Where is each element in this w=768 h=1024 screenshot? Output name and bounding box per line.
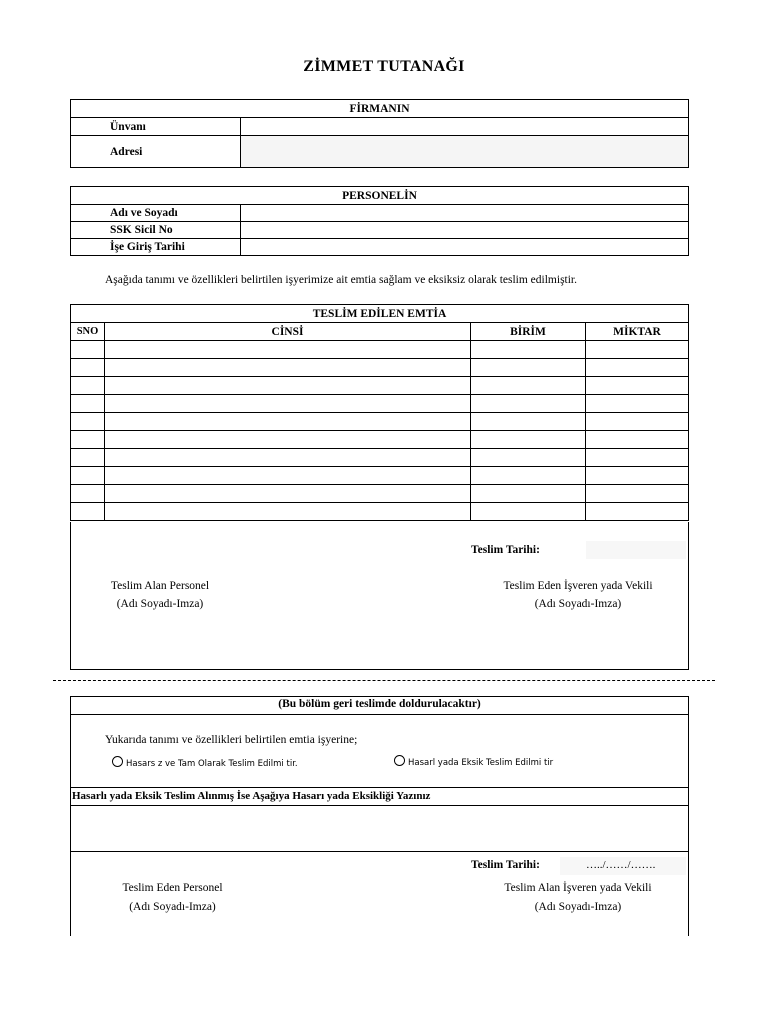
cut-line: [53, 680, 715, 681]
cell-birim[interactable]: [471, 503, 586, 521]
cell-birim[interactable]: [471, 467, 586, 485]
personel-ssk-label: SSK Sicil No: [71, 222, 241, 239]
document-title: ZİMMET TUTANAĞI: [303, 58, 465, 75]
personel-ssk-field[interactable]: [241, 222, 689, 239]
table-row: [71, 503, 689, 521]
personel-name-label: Adı ve Soyadı: [71, 205, 241, 222]
emtia-section: [70, 304, 689, 521]
personel-header: PERSONELİN: [71, 187, 689, 205]
cell-cinsi[interactable]: [105, 431, 471, 449]
cell-cinsi[interactable]: [105, 413, 471, 431]
cell-cinsi[interactable]: [105, 395, 471, 413]
cell-sno[interactable]: [71, 413, 105, 431]
option-undamaged[interactable]: [112, 756, 298, 769]
cell-sno[interactable]: [71, 503, 105, 521]
cell-miktar[interactable]: [586, 395, 689, 413]
option-damaged[interactable]: [394, 755, 553, 768]
table-row: [71, 413, 689, 431]
damage-bottom-divider: [70, 851, 689, 852]
cell-birim[interactable]: [471, 359, 586, 377]
table-row: [71, 467, 689, 485]
cell-miktar[interactable]: [586, 431, 689, 449]
return-header-divider: [70, 714, 689, 715]
return-teslim-eden-sub: (Adı Soyadı-Imza): [129, 901, 216, 913]
table-row: [71, 485, 689, 503]
cell-cinsi[interactable]: [105, 359, 471, 377]
radio-icon[interactable]: [394, 755, 405, 766]
cell-birim[interactable]: [471, 449, 586, 467]
personel-table: [70, 186, 689, 256]
return-header: (Bu bölüm geri teslimde doldurulacaktır): [278, 698, 481, 710]
cell-sno[interactable]: [71, 377, 105, 395]
table-row: [71, 377, 689, 395]
personel-section: [70, 186, 689, 256]
cell-sno[interactable]: [71, 449, 105, 467]
cell-sno[interactable]: [71, 395, 105, 413]
damage-label: Hasarlı yada Eksik Teslim Alınmış İse Aşağıya Hasarı yada Eksikliği Yazınız: [72, 790, 431, 802]
cell-birim[interactable]: [471, 341, 586, 359]
cell-cinsi[interactable]: [105, 485, 471, 503]
cell-sno[interactable]: [71, 359, 105, 377]
radio-icon[interactable]: [112, 756, 123, 767]
table-row: [71, 359, 689, 377]
cell-birim[interactable]: [471, 431, 586, 449]
teslim-date-label: Teslim Tarihi:: [471, 544, 540, 556]
teslim-eden-label: Teslim Eden İşveren yada Vekili: [503, 580, 653, 592]
firma-header: FİRMANIN: [71, 100, 689, 118]
table-row: [71, 341, 689, 359]
cell-miktar[interactable]: [586, 467, 689, 485]
cell-birim[interactable]: [471, 413, 586, 431]
firma-section: [70, 99, 689, 168]
return-date-label: Teslim Tarihi:: [471, 859, 540, 871]
column-header-cinsi: CİNSİ: [105, 323, 471, 341]
option-undamaged-label: Hasars z ve Tam Olarak Teslim Edilmi tir.: [126, 759, 298, 769]
column-header-sno: SNO: [71, 323, 105, 341]
cell-cinsi[interactable]: [105, 467, 471, 485]
teslim-date-field[interactable]: [586, 541, 686, 559]
table-row: [71, 449, 689, 467]
cell-sno[interactable]: [71, 341, 105, 359]
table-row: [71, 431, 689, 449]
return-teslim-alan-sub: (Adı Soyadı-Imza): [534, 901, 622, 913]
cell-sno[interactable]: [71, 431, 105, 449]
personel-name-field[interactable]: [241, 205, 689, 222]
emtia-table: [70, 304, 689, 521]
firma-unvan-field[interactable]: [241, 118, 689, 136]
teslim-eden-sub: (Adı Soyadı-Imza): [534, 598, 622, 610]
firma-adres-label: Adresi: [71, 136, 241, 168]
cell-birim[interactable]: [471, 485, 586, 503]
return-date-value: …../……/…….: [586, 859, 656, 871]
emtia-header: TESLİM EDİLEN EMTİA: [71, 305, 689, 323]
cell-miktar[interactable]: [586, 503, 689, 521]
column-header-miktar: MİKTAR: [586, 323, 689, 341]
firma-adres-field[interactable]: [241, 136, 689, 168]
cell-miktar[interactable]: [586, 413, 689, 431]
cell-miktar[interactable]: [586, 485, 689, 503]
cell-cinsi[interactable]: [105, 377, 471, 395]
return-teslim-eden-label: Teslim Eden Personel: [122, 882, 223, 894]
cell-cinsi[interactable]: [105, 503, 471, 521]
cell-miktar[interactable]: [586, 341, 689, 359]
table-row: [71, 395, 689, 413]
firma-table: [70, 99, 689, 168]
personel-date-field[interactable]: [241, 239, 689, 256]
teslim-alan-sub: (Adı Soyadı-Imza): [116, 598, 204, 610]
cell-miktar[interactable]: [586, 359, 689, 377]
cell-sno[interactable]: [71, 485, 105, 503]
cell-miktar[interactable]: [586, 377, 689, 395]
cell-sno[interactable]: [71, 467, 105, 485]
column-header-birim: BİRİM: [471, 323, 586, 341]
cell-birim[interactable]: [471, 377, 586, 395]
damage-description-field[interactable]: [71, 806, 688, 850]
damage-top-divider: [70, 787, 689, 788]
return-sentence: Yukarıda tanımı ve özellikleri belirtilen emtia işyerine;: [105, 734, 358, 746]
intro-sentence: Aşağıda tanımı ve özellikleri belirtilen işyerimize ait emtia sağlam ve eksiksiz olarak teslim edilmiştir.: [105, 274, 578, 286]
firma-unvan-label: Ünvanı: [71, 118, 241, 136]
cell-cinsi[interactable]: [105, 449, 471, 467]
option-damaged-label: Hasarl yada Eksik Teslim Edilmi tir: [408, 758, 554, 768]
personel-date-label: İşe Giriş Tarihi: [71, 239, 241, 256]
return-teslim-alan-label: Teslim Alan İşveren yada Vekili: [504, 882, 652, 894]
cell-birim[interactable]: [471, 395, 586, 413]
cell-cinsi[interactable]: [105, 341, 471, 359]
cell-miktar[interactable]: [586, 449, 689, 467]
teslim-alan-label: Teslim Alan Personel: [110, 580, 210, 592]
